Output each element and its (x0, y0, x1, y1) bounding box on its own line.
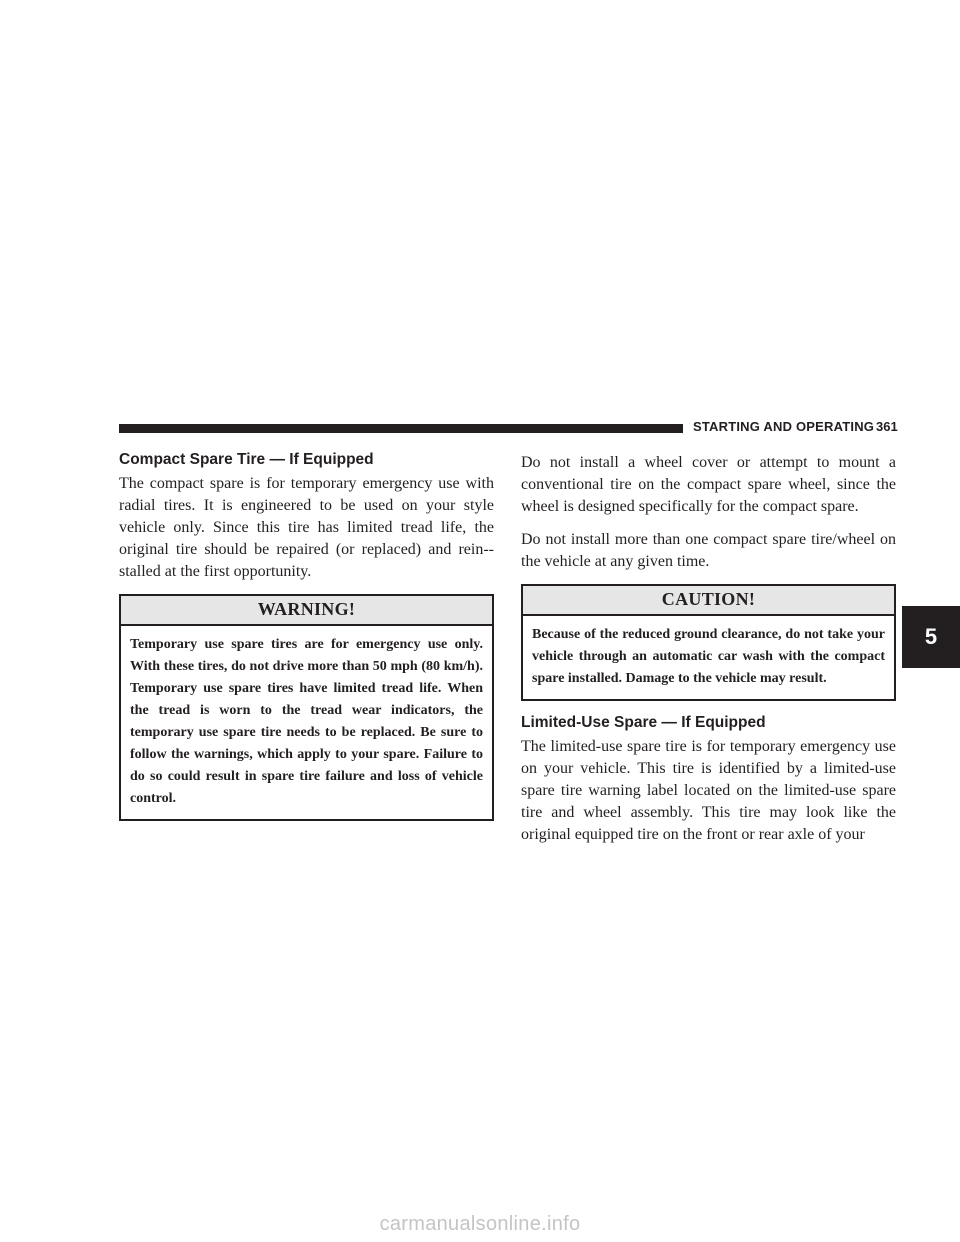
caution-text: Because of the reduced ground clearance, do not take your vehicle through an automatic car wash with the compact spare installed. Damage to the vehicle may result. (532, 627, 885, 686)
left-column (119, 450, 494, 833)
compact-spare-heading: Compact Spare Tire — If Equipped (119, 451, 374, 468)
header-rule (119, 424, 683, 433)
chapter-tab: 5 (902, 606, 960, 668)
warning-title: WARNING! (121, 596, 492, 626)
caution-title: CAUTION! (523, 586, 894, 616)
page-number: 361 (876, 419, 898, 434)
limited-use-spare-heading: Limited-Use Spare — If Equipped (521, 714, 766, 731)
limited-use-spare-paragraph: The limited-use spare tire is for temporary emergency use on your vehicle. This tire is identified by a limited-use spare tire warning label located on the limited-use spare tire and wheel assembly. This tire may look like the original equipped tire on the front or rear axle of your (521, 738, 896, 843)
warning-box (119, 594, 494, 821)
caution-box (521, 584, 896, 701)
watermark-text: carmanualsonline.info (379, 1213, 581, 1235)
one-spare-paragraph: Do not install more than one compact spare tire/wheel on the vehicle at any given time. (521, 531, 896, 570)
warning-text: Temporary use spare tires are for emergency use only. With these tires, do not drive more than 50 mph (80 km/h). Temporary use spare tires have limited tread life. When the tread is worn to the tread wear indicators, the temporary use spare tire needs to be replaced. Be sure to follow the warnings, which apply to your spare. Failure to do so could result in spare tire failure and loss of vehicle control. (130, 637, 483, 806)
compact-spare-paragraph: The compact spare is for temporary emergency use with radial tires. It is engineered to be used on your style vehicle only. Since this tire has limited tread life, the original tire should be repaired (or replaced) and rein-stalled at the first opportunity. (119, 475, 494, 580)
section-title: STARTING AND OPERATING (693, 419, 875, 434)
wheel-cover-paragraph: Do not install a wheel cover or attempt to mount a conventional tire on the compact spare wheel, since the wheel is designed specifically for the compact spare. (521, 454, 896, 515)
right-column (521, 452, 896, 857)
